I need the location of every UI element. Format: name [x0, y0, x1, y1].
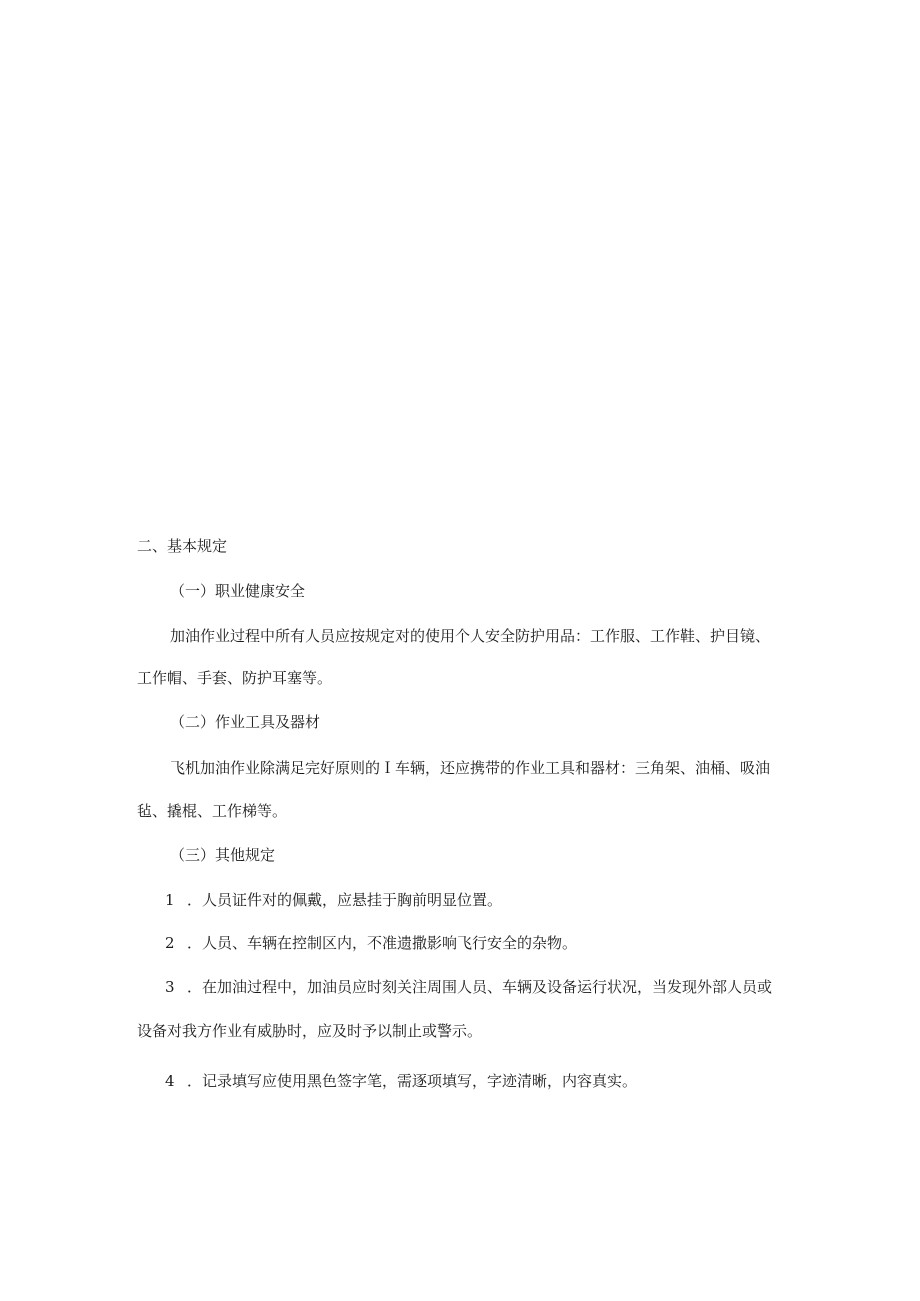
list-item — [165, 890, 502, 910]
list-item — [165, 933, 577, 953]
section-heading: 二、基本规定 — [137, 537, 228, 555]
list-item-number: 3 — [165, 978, 175, 996]
subsection-heading-other-rules: （三）其他规定 — [170, 846, 276, 864]
paragraph-line: 工作帽、手套、防护耳塞等。 — [137, 669, 333, 687]
paragraph-line: 加油作业过程中所有人员应按规定对的使用个人安全防护用品：工作服、工作鞋、护目镜、 — [170, 627, 771, 645]
list-item-text: ．人员、车辆在控制区内，不准遗撒影响飞行安全的杂物。 — [187, 934, 578, 952]
list-item-continuation: 设备对我方作业有威胁时，应及时予以制止或警示。 — [137, 1022, 483, 1040]
list-item-number: 2 — [165, 934, 175, 952]
list-item — [165, 1071, 637, 1091]
list-item-number: 1 — [165, 891, 175, 909]
list-item-text: ．人员证件对的佩戴，应悬挂于胸前明显位置。 — [187, 891, 503, 909]
subsection-heading-occupational-health: （一）职业健康安全 — [170, 582, 306, 600]
list-item-text: ．记录填写应使用黑色签字笔，需逐项填写，字迹清晰，内容真实。 — [187, 1072, 638, 1090]
paragraph-line: 毡、撬棍、工作梯等。 — [137, 802, 288, 820]
list-item — [165, 977, 772, 997]
paragraph-line: 飞机加油作业除满足完好原则的Ｉ车辆，还应携带的作业工具和器材：三角架、油桶、吸油 — [170, 759, 771, 777]
list-item-text: ．在加油过程中，加油员应时刻关注周围人员、车辆及设备运行状况，当发现外部人员或 — [187, 978, 773, 996]
subsection-heading-tools-equipment: （二）作业工具及器材 — [170, 713, 321, 731]
list-item-number: 4 — [165, 1072, 175, 1090]
